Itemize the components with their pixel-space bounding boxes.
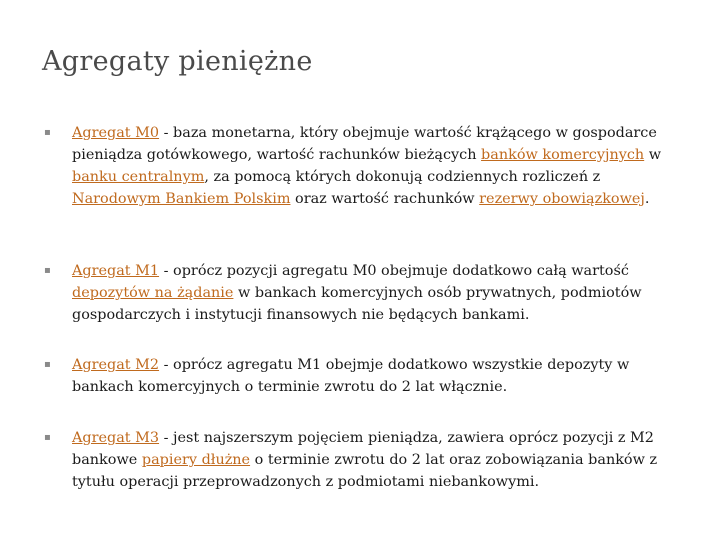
text-segment: - jest najszerszym pojęciem pieniądza, zawiera oprócz pozycji z M2 bankowe xyxy=(72,430,654,468)
text-segment: w bankach komercyjnych osób prywatnych, podmiotów gospodarczych i instytucji finansowych nie będących bankami. xyxy=(72,285,642,323)
list-item-m0 xyxy=(44,122,684,210)
list-item-m1 xyxy=(44,260,684,326)
text-segment: o terminie zwrotu do 2 lat oraz zobowiązania banków z tytułu operacji przeprowadzonych z podmiotami niebankowymi. xyxy=(72,452,658,490)
link-narodowy-bank-polski[interactable]: Narodowym Bankiem Polskim xyxy=(72,191,291,207)
list-item-m2 xyxy=(44,354,684,398)
item-text xyxy=(72,260,684,326)
link-agregat-m2[interactable]: Agregat M2 xyxy=(72,357,160,373)
link-agregat-m0[interactable]: Agregat M0 xyxy=(72,125,160,141)
text-segment: . xyxy=(644,191,650,207)
link-agregat-m1[interactable]: Agregat M1 xyxy=(72,263,160,279)
text-segment: - oprócz pozycji agregatu M0 obejmuje dodatkowo całą wartość xyxy=(159,263,629,279)
text-segment: - baza monetarna, który obejmuje wartość krążącego w gospodarce pieniądza gotówkowego, wartość rachunków bieżących xyxy=(72,125,657,163)
item-text xyxy=(72,354,684,398)
text-segment: w xyxy=(644,147,662,163)
text-segment: , za pomocą których dokonują codziennych rozliczeń z xyxy=(204,169,601,185)
link-papiery-dluzne[interactable]: papiery dłużne xyxy=(141,452,251,468)
list-item-m3 xyxy=(44,427,684,493)
bullet-icon: ▪ xyxy=(44,359,51,370)
link-agregat-m3[interactable]: Agregat M3 xyxy=(72,430,160,446)
bullet-icon: ▪ xyxy=(44,265,51,276)
bullet-icon: ▪ xyxy=(44,127,51,138)
link-depozyty-na-zadanie[interactable]: depozytów na żądanie xyxy=(72,285,234,301)
item-text xyxy=(72,122,684,210)
text-segment: - oprócz agregatu M1 obejmje dodatkowo wszystkie depozyty w bankach komercyjnych o terminie zwrotu do 2 lat włącznie. xyxy=(72,357,630,395)
page-title: Agregaty pieniężne xyxy=(42,46,313,77)
link-banki-komercyjne[interactable]: banków komercyjnych xyxy=(481,147,645,163)
link-bank-centralny[interactable]: banku centralnym xyxy=(72,169,205,185)
text-segment: oraz wartość rachunków xyxy=(290,191,480,207)
bullet-icon: ▪ xyxy=(44,432,51,443)
item-text xyxy=(72,427,684,493)
link-rezerwa-obowiazkowa[interactable]: rezerwy obowiązkowej xyxy=(479,191,645,207)
